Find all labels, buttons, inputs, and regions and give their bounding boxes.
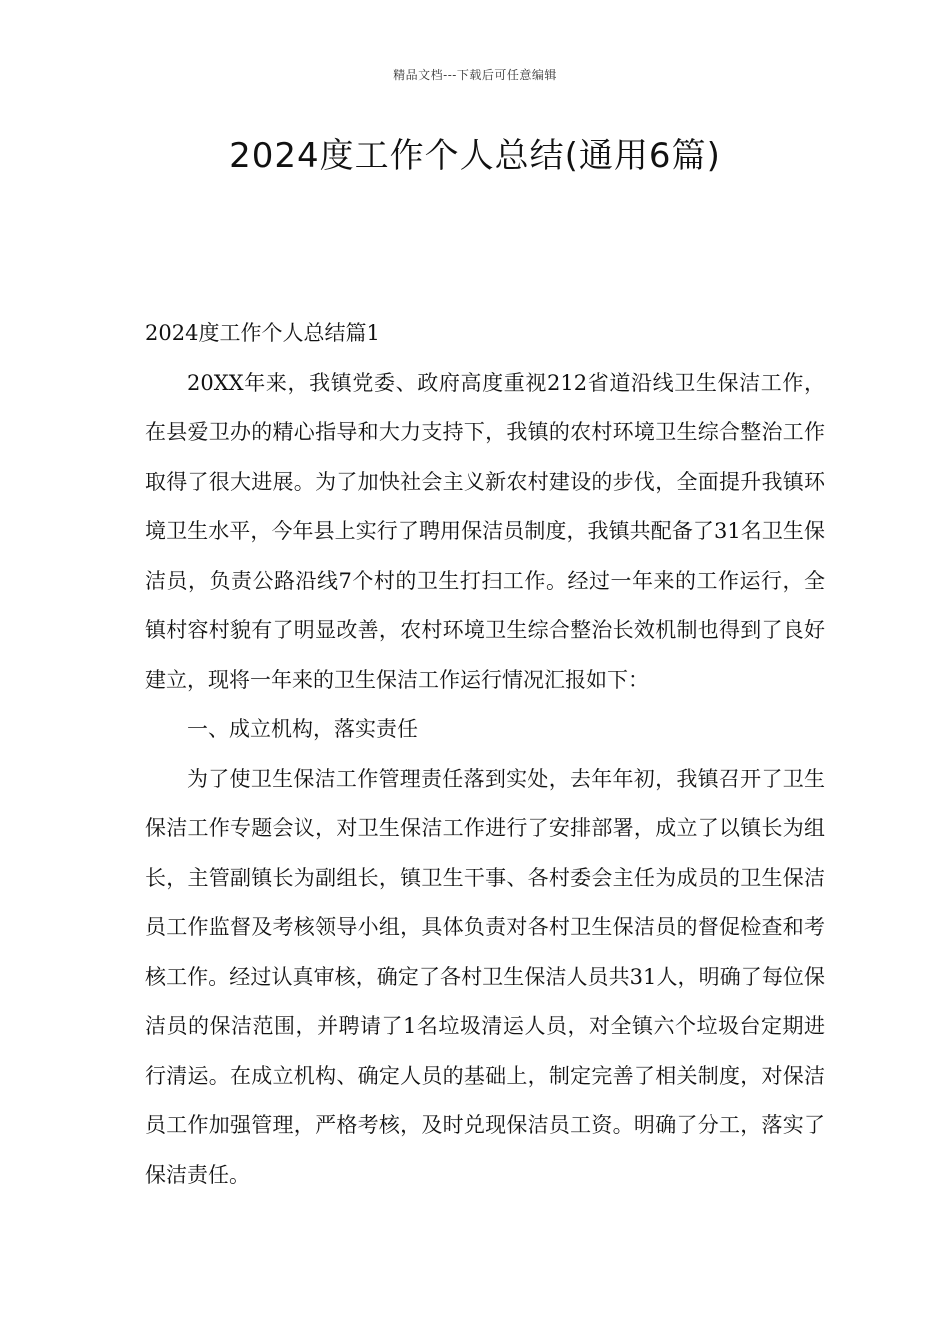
paragraph-organization-details: 为了使卫生保洁工作管理责任落到实处，去年年初，我镇召开了卫生保洁工作专题会议，对卫生保洁工作进行了安排部署，成立了以镇长为组长，主管副镇长为副组长，镇卫生干事、各村委会主任为成员的卫生保洁员工作监督及考核领导小组，具体负责对各村卫生保洁员的督促检查和考核工作。经过认真审核，确定了各村卫生保洁人员共31人，明确了每位保洁员的保洁范围，并聘请了1名垃圾清运人员，对全镇六个垃圾台定期进行清运。在成立机构、确定人员的基础上，制定完善了相关制度，对保洁员工作加强管理，严格考核，及时兑现保洁员工资。明确了分工，落实了保洁责任。 [145, 766, 825, 1187]
header-note: 精品文档---下载后可任意编辑 [393, 68, 557, 82]
document-body [145, 309, 825, 1200]
document-title: 2024度工作个人总结(通用6篇) [229, 136, 721, 176]
paragraph-intro: 20XX年来，我镇党委、政府高度重视212省道沿线卫生保洁工作，在县爱卫办的精心指导和大力支持下，我镇的农村环境卫生综合整治工作取得了很大进展。为了加快社会主义新农村建设的步伐，全面提升我镇环境卫生水平，今年县上实行了聘用保洁员制度，我镇共配备了31名卫生保洁员，负责公路沿线7个村的卫生打扫工作。经过一年来的工作运行，全镇村容村貌有了明显改善，农村环境卫生综合整治长效机制也得到了良好建立，现将一年来的卫生保洁工作运行情况汇报如下： [145, 370, 825, 692]
section-heading: 2024度工作个人总结篇1 [145, 321, 380, 345]
subheading-establish-organization: 一、成立机构，落实责任 [187, 717, 418, 741]
